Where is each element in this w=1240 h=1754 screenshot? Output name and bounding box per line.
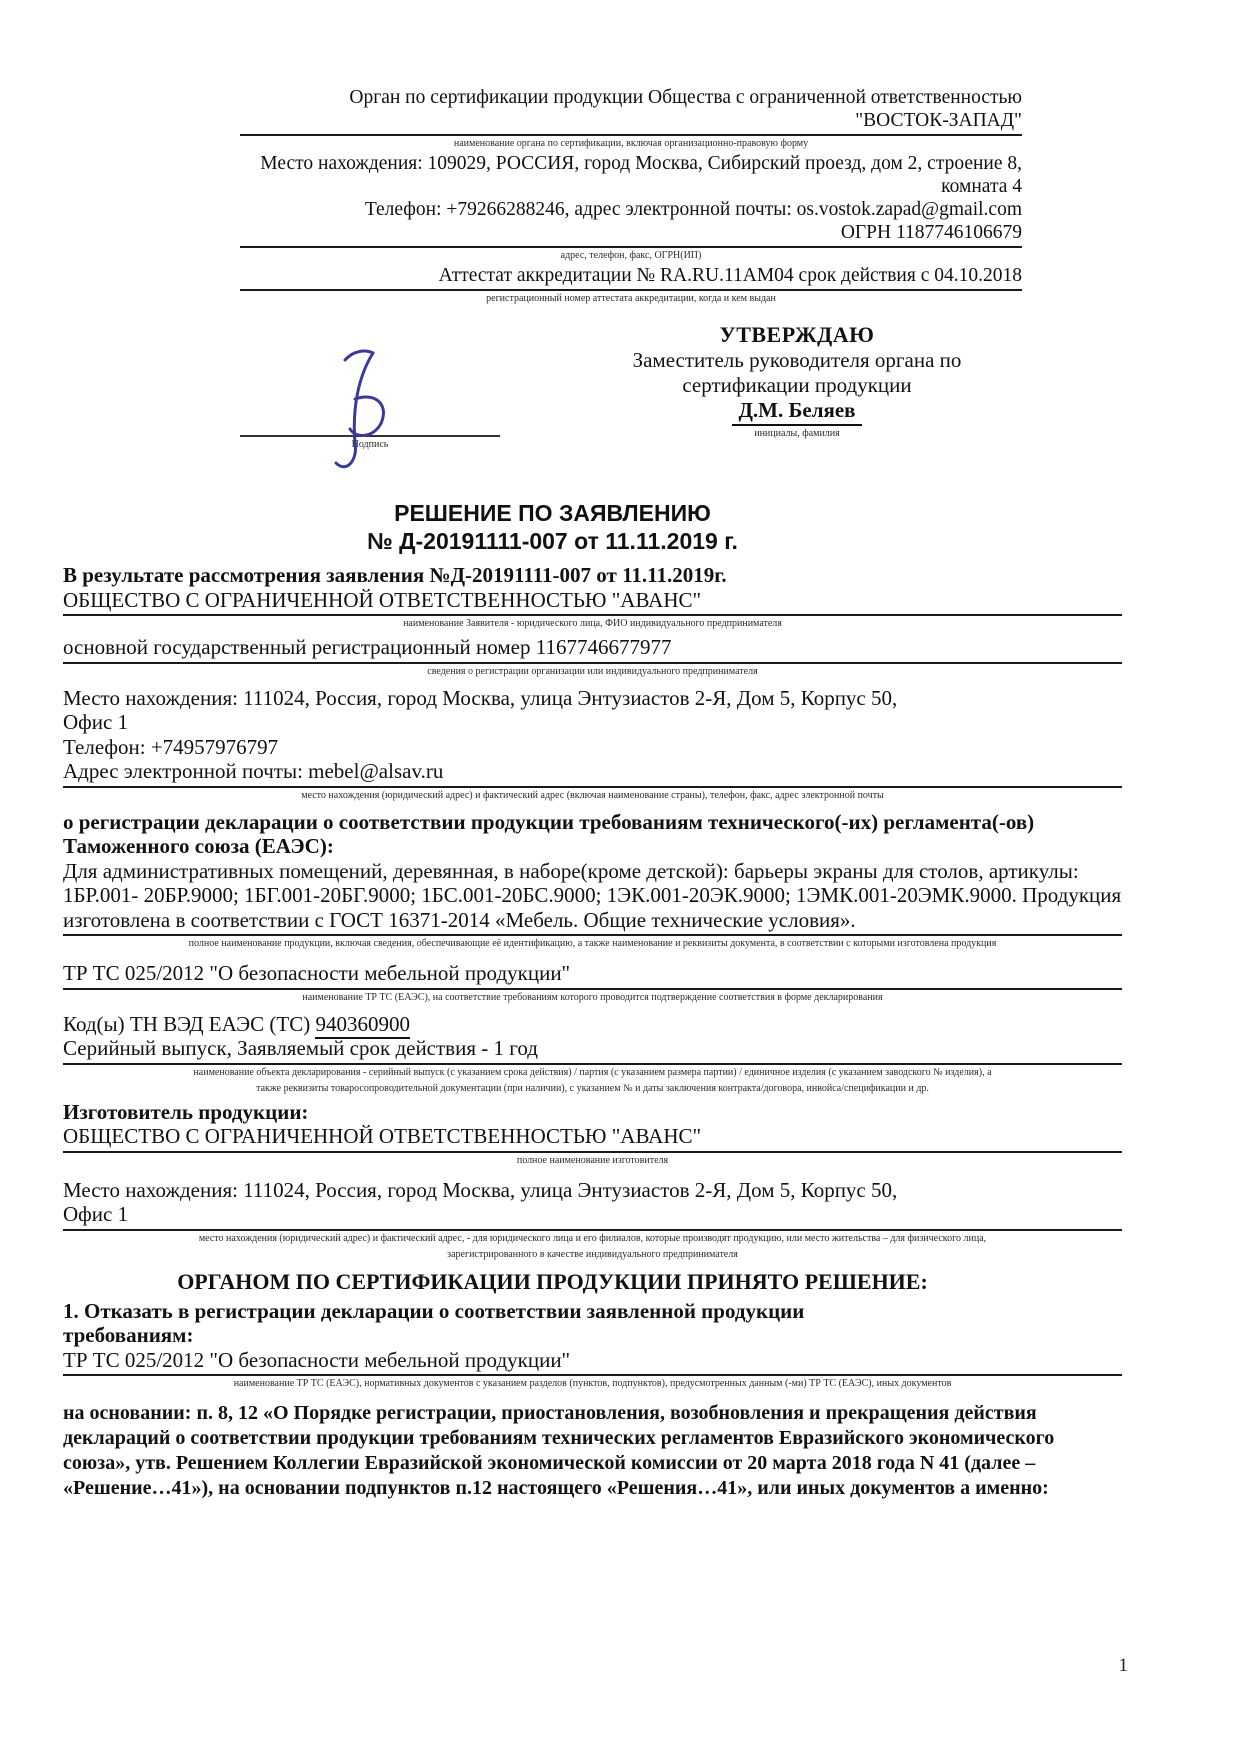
org-phone-email: Телефон: +79266288246, адрес электронной почты: os.vostok.zapad@gmail.com xyxy=(364,199,1022,220)
org-ogrn: ОГРН 1187746106679 xyxy=(840,222,1022,243)
product-group xyxy=(63,810,1122,953)
document-content xyxy=(63,86,1122,1501)
approver-name: Д.М. Беляев xyxy=(732,398,861,426)
approval-block xyxy=(63,321,1122,453)
applicant-phone: Телефон: +74957976797 xyxy=(63,734,279,759)
applicant-name: ОБЩЕСТВО С ОГРАНИЧЕННОЙ ОТВЕТСТВЕННОСТЬЮ "АВАНС" xyxy=(63,587,702,612)
page-number: 1 xyxy=(1118,1655,1128,1676)
org-name-line2: "ВОСТОК-ЗАПАД" xyxy=(855,110,1022,131)
org-address-caption: адрес, телефон, факс, ОГРН(ИП) xyxy=(560,250,702,261)
serial-caption-line2: также реквизиты товаросопроводительной документации (при наличии), с указанием № и даты заключения контракта/договора, инвойса/спецификации и др. xyxy=(256,1082,929,1094)
approver-block xyxy=(572,321,1022,453)
tn-ved-code-value: 940360900 xyxy=(315,1012,410,1039)
manufacturer-address-line2: Офис 1 xyxy=(63,1202,129,1226)
signature-icon xyxy=(295,347,435,477)
tr-ts-line: ТР ТС 025/2012 "О безопасности мебельной продукции" xyxy=(63,961,571,985)
accreditation-line: Аттестат аккредитации № RA.RU.11AM04 срок действия с 04.10.2018 xyxy=(438,265,1022,286)
document-title xyxy=(63,499,1042,555)
applicant-address-line1: Место нахождения: 111024, Россия, город Москва, улица Энтузиастов 2-Я, Дом 5, Корпус 50, xyxy=(63,685,898,710)
applicant-group xyxy=(63,563,1122,632)
certification-body-header xyxy=(240,86,1022,307)
ogrn-group xyxy=(63,635,1122,680)
serial-caption-line1: наименование объекта декларирования - серийный выпуск (с указанием срока действия) / партия (с указанием размера партии) / единичное изделия (с указанием заводского № изделия), а xyxy=(193,1066,992,1078)
approver-name-caption: инициалы, фамилия xyxy=(754,428,840,439)
decision-tr-ts-line: ТР ТС 025/2012 "О безопасности мебельной продукции" xyxy=(63,1347,571,1372)
manufacturer-group xyxy=(63,1100,1122,1169)
tn-ved-code-prefix: Код(ы) ТН ВЭД ЕАЭС (ТС) xyxy=(63,1011,316,1036)
org-name-line1: Орган по сертификации продукции Общества с ограниченной ответственностью xyxy=(349,87,1022,108)
decision-point1-line1: 1. Отказать в регистрации декларации о соответствии заявленной продукции xyxy=(63,1298,805,1323)
applicant-contacts-group xyxy=(63,686,1122,804)
document-title-line1: РЕШЕНИЕ ПО ЗАЯВЛЕНИЮ xyxy=(394,500,711,526)
serial-release-line: Серийный выпуск, Заявляемый срок действия - 1 год xyxy=(63,1036,538,1060)
org-address-line1: Место нахождения: 109029, РОССИЯ, город Москва, Сибирский проезд, дом 2, строение 8, xyxy=(260,153,1022,174)
applicant-caption: наименование Заявителя - юридического лица, ФИО индивидуального предпринимателя xyxy=(403,618,782,629)
org-name-caption: наименование органа по сертификации, включая организационно-правовую форму xyxy=(453,138,809,149)
signature-area xyxy=(240,435,500,453)
decision-basis-paragraph: на основании: п. 8, 12 «О Порядке регистрации, приостановления, возобновления и прекращения действия деклараций о соответствии продукции требованиям технических регламентов Евразийского экономического союза», утв. Решением Коллегии Евразийской экономической комиссии от 20 марта 2018 года N 41 (далее – «Решение…41»), на основании подпунктов п.12 настоящего «Решения…41», или иных документов а именно: xyxy=(63,1402,1055,1499)
manufacturer-address-line1: Место нахождения: 111024, Россия, город Москва, улица Энтузиастов 2-Я, Дом 5, Корпус 50, xyxy=(63,1177,898,1202)
product-description: Для административных помещений, деревянная, в наборе(кроме детской): барьеры экраны для столов, артикулы: 1БР.001- 20БР.9000; 1БГ.001-20БГ.9000; 1БС.001-20БС.9000; 1ЭК.001-20ЭК.9000; 1ЭМК.001-20ЭМК.9000. Продукция изготовлена в соответствии с ГОСТ 16371-2014 «Мебель. Общие технические условия». xyxy=(63,858,1122,932)
applicant-address-line2: Офис 1 xyxy=(63,710,129,734)
applicant-address-caption: место нахождения (юридический адрес) и фактический адрес (включая наименование страны), телефон, факс, адрес электронной почты xyxy=(301,789,884,801)
manufacturer-address-caption-line2: зарегистрированного в качестве индивидуального предпринимателя xyxy=(447,1248,738,1260)
manufacturer-heading: Изготовитель продукции: xyxy=(63,1099,309,1124)
decision-point1-line2: требованиям: xyxy=(63,1323,194,1347)
registration-heading: о регистрации декларации о соответствии продукции требованиям технического(-их) регламента(-ов) Таможенного союза (ЕАЭС): xyxy=(63,809,1035,858)
product-caption: полное наименование продукции, включая сведения, обеспечивающие её идентификацию, а также наименование и реквизиты документа, в соответствии с которыми изготовлена продукция xyxy=(188,938,997,949)
decision-tr-ts-caption: наименование ТР ТС (ЕАЭС), нормативных документов с указанием разделов (пунктов, подпунктов), предусмотренных данным (-ми) ТР ТС (ЕАЭС), иных документов xyxy=(233,1378,952,1389)
manufacturer-address-caption-line1: место нахождения (юридический адрес) и фактический адрес, - для юридического лица и его филиалов, которые производят продукцию, или место жительства – для физического лица, xyxy=(198,1232,987,1244)
org-address-line2: комната 4 xyxy=(941,176,1022,197)
code-serial-group xyxy=(63,1012,1122,1097)
document-title-line2: № Д-20191111-007 от 11.11.2019 г. xyxy=(367,528,738,554)
ogrn-line: основной государственный регистрационный номер 1167746677977 xyxy=(63,635,672,659)
decision-heading: ОРГАНОМ ПО СЕРТИФИКАЦИИ ПРОДУКЦИИ ПРИНЯТО РЕШЕНИЕ: xyxy=(177,1268,928,1294)
intro-line: В результате рассмотрения заявления №Д-20191111-007 от 11.11.2019г. xyxy=(63,563,727,587)
tn-ved-code-line xyxy=(63,1012,1122,1037)
approve-label: УТВЕРЖДАЮ xyxy=(719,322,875,347)
signature-caption: Подпись xyxy=(351,439,389,450)
ogrn-caption: сведения о регистрации организации или индивидуального предпринимателя xyxy=(427,665,758,677)
tr-ts-caption: наименование ТР ТС (ЕАЭС), на соответствие требованиям которого проводится подтверждение соответствия в форме декларирования xyxy=(302,991,883,1003)
approver-position-line2: сертификации продукции xyxy=(682,373,912,397)
accreditation-caption: регистрационный номер аттестата аккредитации, когда и кем выдан xyxy=(486,293,776,304)
applicant-email: Адрес электронной почты: mebel@alsav.ru xyxy=(63,759,444,783)
decision-point-group xyxy=(63,1299,1122,1393)
manufacturer-address-group xyxy=(63,1178,1122,1263)
tr-ts-group xyxy=(63,961,1122,1006)
manufacturer-caption: полное наименование изготовителя xyxy=(516,1154,669,1166)
manufacturer-name: ОБЩЕСТВО С ОГРАНИЧЕННОЙ ОТВЕТСТВЕННОСТЬЮ "АВАНС" xyxy=(63,1124,702,1148)
approver-position-line1: Заместитель руководителя органа по xyxy=(632,348,962,372)
